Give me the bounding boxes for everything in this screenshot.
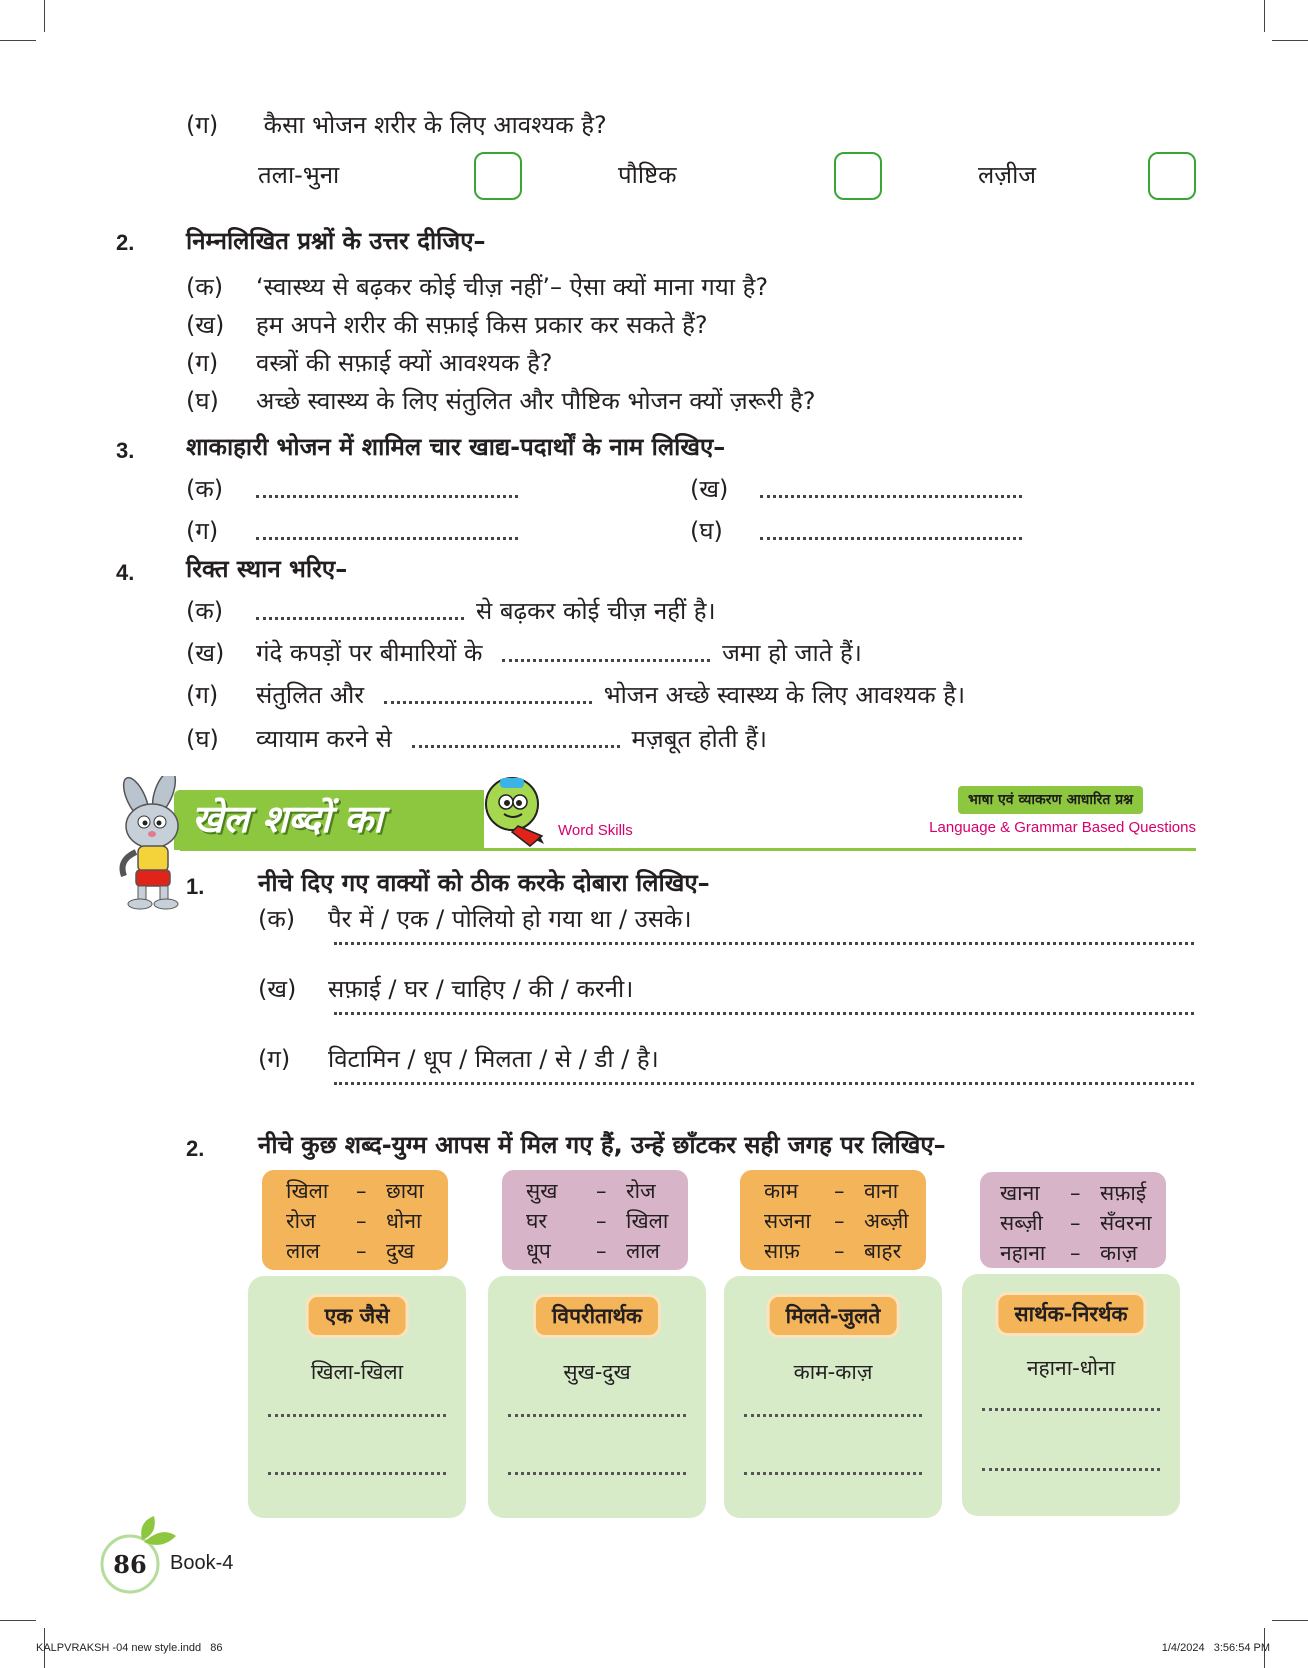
item-label: (ग) xyxy=(186,111,219,139)
word: काम xyxy=(764,1179,799,1203)
question-row xyxy=(186,110,607,140)
question-number: 1. xyxy=(186,874,205,899)
word: वाना xyxy=(864,1179,899,1203)
category-title: मिलते-जुलते xyxy=(767,1294,900,1338)
word: धूप xyxy=(526,1239,551,1263)
word-group-box xyxy=(262,1170,448,1270)
item-label: (ग) xyxy=(186,517,219,545)
option-label: तला-भुना xyxy=(258,161,340,189)
word: रोज xyxy=(626,1179,656,1203)
page-number: 86 xyxy=(113,1550,147,1579)
crop-mark xyxy=(1272,40,1308,41)
item-text: ‘स्वास्थ्य से बढ़कर कोई चीज़ नहीं’– ऐसा क्यों माना गया है? xyxy=(256,273,769,301)
word: सफ़ाई xyxy=(1100,1181,1147,1205)
word: धोना xyxy=(386,1209,422,1233)
category-title: विपरीतार्थक xyxy=(533,1294,661,1338)
word: सँवरना xyxy=(1100,1211,1152,1235)
option-checkbox[interactable] xyxy=(834,152,882,200)
answer-line[interactable] xyxy=(744,1414,922,1417)
word: लाल xyxy=(286,1239,320,1263)
section-heading: नीचे कुछ शब्द-युग्म आपस में मिल गए हैं, उन्हें छाँटकर सही जगह पर लिखिए– xyxy=(258,1131,946,1159)
section-heading: शाकाहारी भोजन में शामिल चार खाद्य-पदार्थों के नाम लिखिए– xyxy=(186,433,726,461)
category-title: एक जैसे xyxy=(306,1294,409,1338)
list-item xyxy=(186,348,553,378)
section-heading: निम्नलिखित प्रश्नों के उत्तर दीजिए– xyxy=(186,227,486,255)
category-title: सार्थक-निरर्थक xyxy=(995,1292,1146,1336)
fill-blank-item xyxy=(186,596,716,626)
pencil-mascot-icon xyxy=(478,770,558,850)
item-text-before: व्यायाम करने से xyxy=(256,725,392,753)
question-number: 2. xyxy=(186,1136,205,1161)
category-example: काम-काज़ xyxy=(793,1360,873,1384)
item-text-before: संतुलित और xyxy=(256,681,365,709)
item-label: (घ) xyxy=(186,387,219,415)
word-group-box xyxy=(502,1170,688,1270)
dash: – xyxy=(1070,1241,1081,1265)
answer-line[interactable] xyxy=(982,1468,1160,1471)
item-label: (क) xyxy=(258,905,296,933)
dash: – xyxy=(356,1209,367,1233)
option-checkbox[interactable] xyxy=(474,152,522,200)
item-label: (ग) xyxy=(258,1045,291,1073)
item-label: (ख) xyxy=(690,475,729,503)
book-label: Book-4 xyxy=(170,1552,234,1574)
word: घर xyxy=(526,1209,547,1233)
fill-blank-item xyxy=(186,638,862,668)
section-heading: रिक्त स्थान भरिए– xyxy=(186,555,348,583)
category-example: सुख-दुख xyxy=(563,1360,631,1384)
answer-blank[interactable] xyxy=(412,733,620,748)
crop-mark xyxy=(1272,1620,1308,1621)
item-label: (क) xyxy=(186,273,224,301)
question-number: 2. xyxy=(116,230,135,255)
answer-line[interactable] xyxy=(508,1472,686,1475)
word-group-box xyxy=(740,1170,926,1270)
timestamp: 1/4/2024 3:56:54 PM xyxy=(1161,1642,1270,1654)
item-label: (ग) xyxy=(186,349,219,377)
item-text: वस्त्रों की सफ़ाई क्यों आवश्यक है? xyxy=(256,349,553,377)
item-text: हम अपने शरीर की सफ़ाई किस प्रकार कर सकते हैं? xyxy=(256,311,708,339)
item-text-after: मज़बूत होती हैं। xyxy=(631,725,768,753)
topic-badge: भाषा एवं व्याकरण आधारित प्रश्न xyxy=(958,786,1143,814)
word: दुख xyxy=(386,1239,415,1263)
answer-line[interactable] xyxy=(268,1472,446,1475)
answer-line[interactable] xyxy=(982,1408,1160,1411)
answer-line[interactable] xyxy=(334,1082,1194,1085)
word: अब्ज़ी xyxy=(864,1209,909,1233)
item-text: विटामिन / धूप / मिलता / से / डी / है। xyxy=(328,1045,659,1073)
answer-blank[interactable] xyxy=(256,483,518,498)
word: खाना xyxy=(1000,1181,1040,1205)
category-example: नहाना-धोना xyxy=(1026,1356,1116,1380)
crop-mark xyxy=(0,1620,36,1621)
answer-row xyxy=(186,474,518,504)
crop-mark xyxy=(44,0,45,32)
word-group-box xyxy=(980,1172,1166,1268)
item-text: सफ़ाई / घर / चाहिए / की / करनी। xyxy=(328,975,634,1003)
dash: – xyxy=(356,1239,367,1263)
answer-line[interactable] xyxy=(744,1472,922,1475)
section-heading: नीचे दिए गए वाक्यों को ठीक करके दोबारा लिखिए– xyxy=(258,869,710,897)
option-label: लज़ीज xyxy=(978,161,1037,189)
word: सुख xyxy=(526,1179,558,1203)
option-checkbox[interactable] xyxy=(1148,152,1196,200)
word: खिला xyxy=(626,1209,669,1233)
answer-blank[interactable] xyxy=(256,525,518,540)
word: छाया xyxy=(386,1179,424,1203)
answer-line[interactable] xyxy=(334,942,1194,945)
crop-mark xyxy=(0,40,36,41)
list-item xyxy=(258,974,633,1004)
dash: – xyxy=(596,1179,607,1203)
item-label: (ग) xyxy=(186,681,219,709)
item-label: (क) xyxy=(186,475,224,503)
banner-title: खेल शब्दों का xyxy=(192,797,383,841)
dash: – xyxy=(356,1179,367,1203)
item-label: (ख) xyxy=(186,311,225,339)
word: साफ़ xyxy=(764,1239,800,1263)
item-text-after: भोजन अच्छे स्वास्थ्य के लिए आवश्यक है। xyxy=(603,681,966,709)
answer-line[interactable] xyxy=(508,1414,686,1417)
item-label: (घ) xyxy=(186,725,219,753)
word: खिला xyxy=(286,1179,329,1203)
category-example: खिला-खिला xyxy=(310,1360,404,1384)
dash: – xyxy=(596,1209,607,1233)
crop-mark xyxy=(1264,0,1265,32)
category-card xyxy=(248,1276,466,1518)
list-item xyxy=(258,1044,659,1074)
answer-row xyxy=(186,516,518,546)
item-label: (क) xyxy=(186,597,224,625)
answer-blank[interactable] xyxy=(760,483,1022,498)
word: नहाना xyxy=(1000,1241,1046,1265)
dash: – xyxy=(596,1239,607,1263)
word: काज़ xyxy=(1100,1241,1138,1265)
fill-blank-item xyxy=(186,680,965,710)
category-card xyxy=(962,1274,1180,1516)
item-text-after: से बढ़कर कोई चीज़ नहीं है। xyxy=(476,597,716,625)
dash: – xyxy=(1070,1211,1081,1235)
topic-badge-english: Language & Grammar Based Questions xyxy=(929,819,1196,836)
answer-blank[interactable] xyxy=(760,525,1022,540)
file-name: KALPVRAKSH -04 new style.indd 86 xyxy=(36,1642,223,1654)
word: रोज xyxy=(286,1209,316,1233)
word: सब्ज़ी xyxy=(1000,1211,1043,1235)
answer-blank[interactable] xyxy=(384,689,592,704)
answer-blank[interactable] xyxy=(256,605,464,620)
item-text: पैर में / एक / पोलियो हो गया था / उसके। xyxy=(328,905,692,933)
item-text-before: गंदे कपड़ों पर बीमारियों के xyxy=(256,639,483,667)
answer-line[interactable] xyxy=(268,1414,446,1417)
banner-subtitle: Word Skills xyxy=(558,822,633,839)
question-text: कैसा भोजन शरीर के लिए आवश्यक है? xyxy=(263,111,607,139)
fill-blank-item xyxy=(186,724,767,754)
category-card xyxy=(724,1276,942,1518)
list-item xyxy=(258,904,692,934)
question-number: 3. xyxy=(116,438,135,463)
answer-row xyxy=(690,516,1022,546)
item-text: अच्छे स्वास्थ्य के लिए संतुलित और पौष्टिक भोजन क्यों ज़रूरी है? xyxy=(256,387,816,415)
answer-row xyxy=(690,474,1022,504)
word: लाल xyxy=(626,1239,660,1263)
list-item xyxy=(186,272,768,302)
dash: – xyxy=(834,1209,845,1233)
item-label: (ख) xyxy=(258,975,297,1003)
word: सजना xyxy=(764,1209,811,1233)
item-label: (घ) xyxy=(690,517,723,545)
dash: – xyxy=(1070,1181,1081,1205)
option-label: पौष्टिक xyxy=(618,161,677,189)
dash: – xyxy=(834,1239,845,1263)
list-item xyxy=(186,386,816,416)
list-item xyxy=(186,310,708,340)
word: बाहर xyxy=(864,1239,902,1263)
category-card xyxy=(488,1276,706,1518)
answer-line[interactable] xyxy=(334,1012,1194,1015)
dash: – xyxy=(834,1179,845,1203)
item-text-after: जमा हो जाते हैं। xyxy=(722,639,862,667)
question-number: 4. xyxy=(116,560,135,585)
answer-blank[interactable] xyxy=(502,647,710,662)
item-label: (ख) xyxy=(186,639,225,667)
